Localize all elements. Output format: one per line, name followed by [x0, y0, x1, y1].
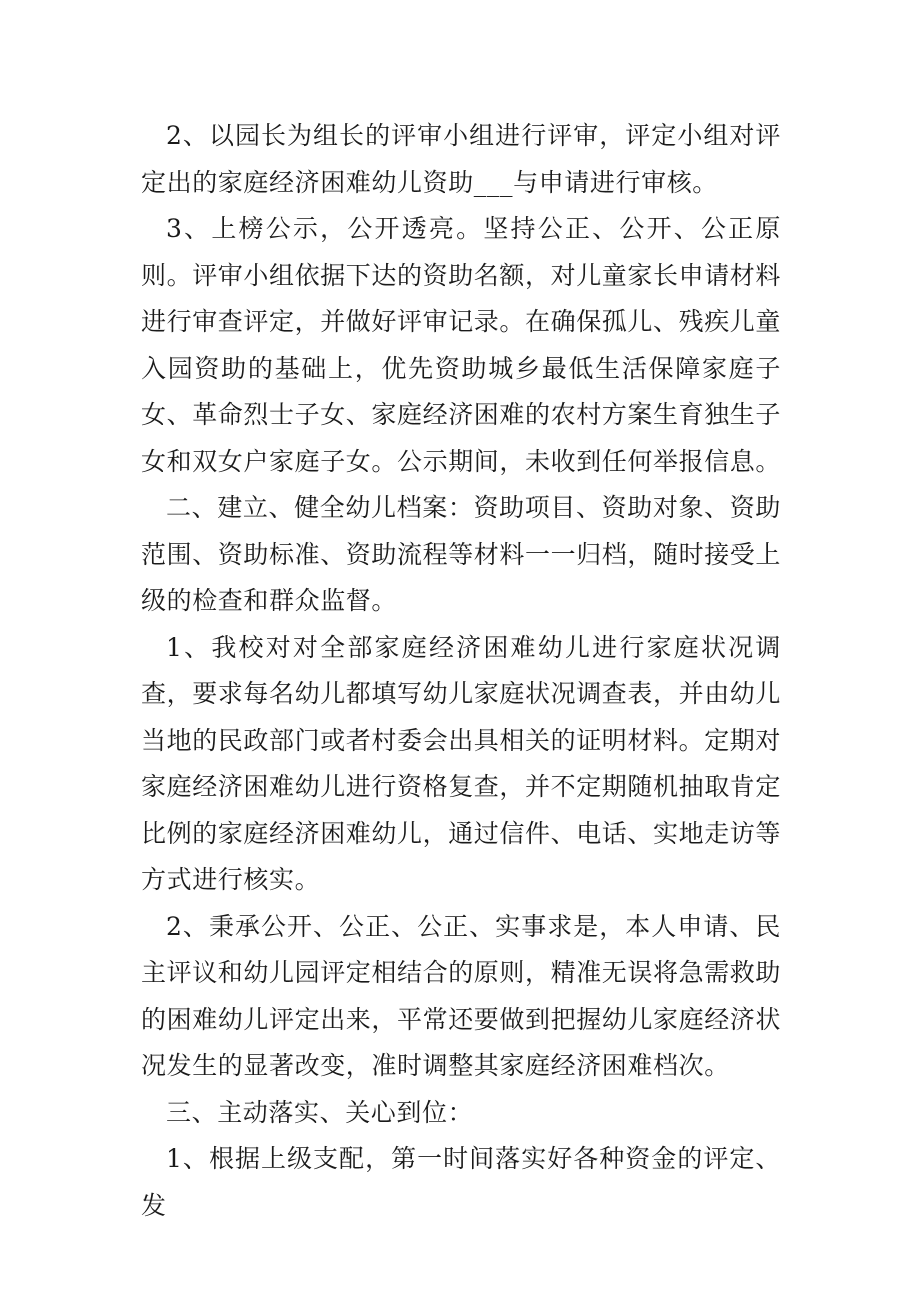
paragraph-review-group: 2、以园长为组长的评审小组进行评审，评定小组对评定出的家庭经济困难幼儿资助___与申请进行审核。: [141, 121, 781, 197]
paragraph-publicity: 3、上榜公示，公开透亮。坚持公正、公开、公正原则。评审小组依据下达的资助名额，对儿童家长申请材料进行审查评定，并做好评审记录。在确保孤儿、残疾儿童入园资助的基础上，优先资助城乡最低生活保障家庭子女、革命烈士子女、家庭经济困难的农村方案生育独生子女和双女户家庭子女。公示期间，未收到任何举报信息。: [141, 214, 782, 476]
paragraph-principles: 2、秉承公开、公正、公正、实事求是，本人申请、民主评议和幼儿园评定相结合的原则，精准无误将急需救助的困难幼儿评定出来，平常还要做到把握幼儿家庭经济状况发生的显著改变，准时调整其家庭经济困难档次。: [141, 911, 782, 1080]
paragraph-archives-heading: 二、建立、健全幼儿档案：资助项目、资助对象、资助范围、资助标准、资助流程等材料一一归档，随时接受上级的检查和群众监督。: [141, 493, 782, 615]
paragraph-family-survey: 1、我校对对全部家庭经济困难幼儿进行家庭状况调查，要求每名幼儿都填写幼儿家庭状况调查表，并由幼儿当地的民政部门或者村委会出具相关的证明材料。定期对家庭经济困难幼儿进行资格复查，并不定期随机抽取肯定比例的家庭经济困难幼儿，通过信件、电话、实地走访等方式进行核实。: [141, 632, 782, 894]
document-body: [141, 113, 781, 1229]
section-heading-implementation: 三、主动落实、关心到位：: [166, 1097, 474, 1127]
paragraph-funding: 1、根据上级支配，第一时间落实好各种资金的评定、发: [141, 1144, 781, 1220]
